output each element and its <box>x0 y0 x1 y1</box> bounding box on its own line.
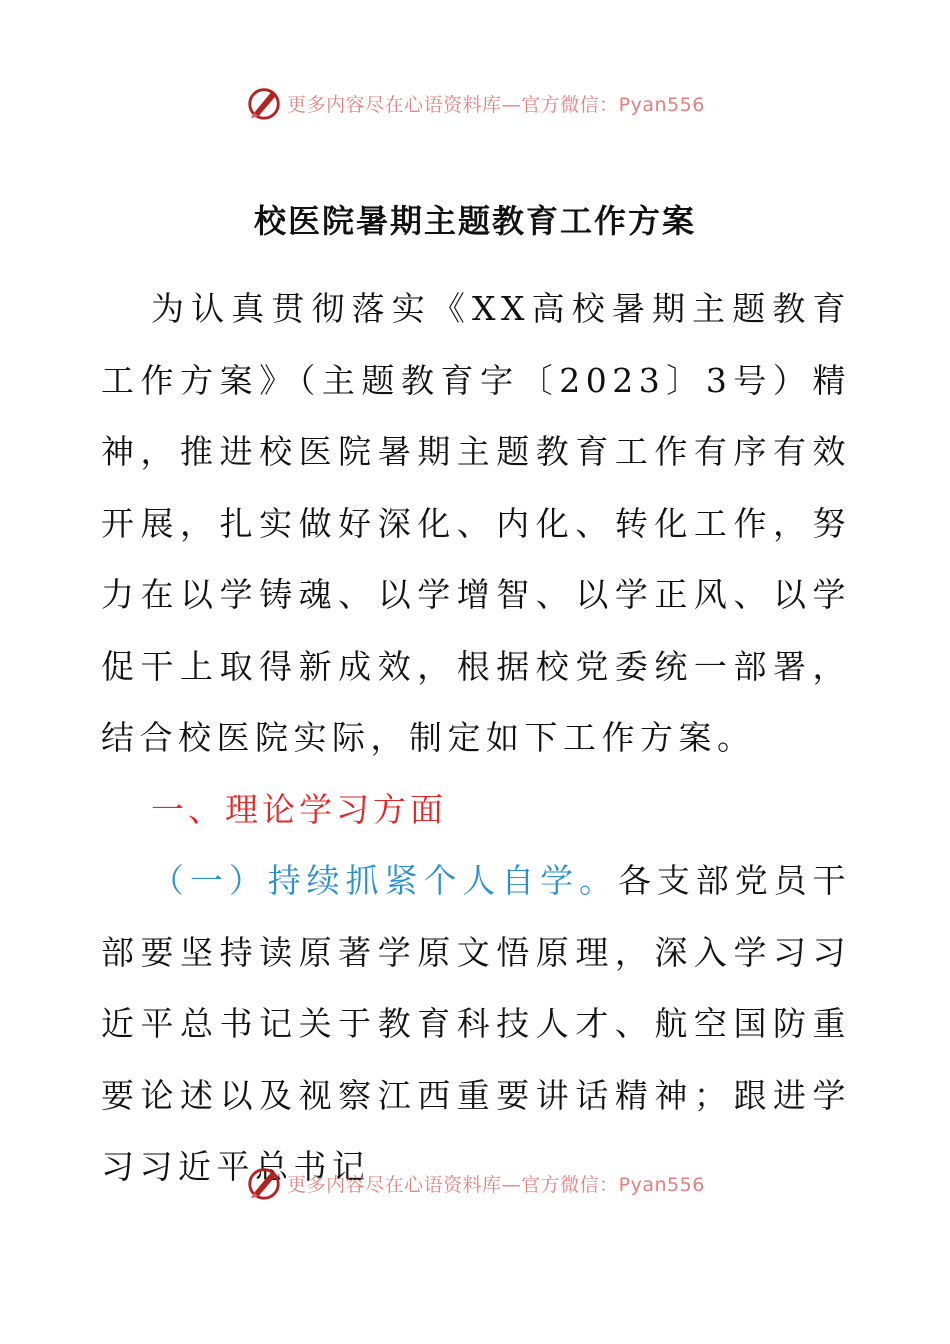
intro-paragraph: 为认真贯彻落实《XX高校暑期主题教育工作方案》（主题教育字〔2023〕3号）精神，推进校医院暑期主题教育工作有序有效开展，扎实做好深化、内化、转化工作，努力在以学铸魂、以学增智、以学正风、以学促干上取得新成效，根据校党委统一部署，结合校医院实际，制定如下工作方案。 <box>101 289 851 757</box>
subsection-paragraph <box>101 845 851 1203</box>
subsection-heading: （一）持续抓紧个人自学。 <box>151 861 618 900</box>
pen-logo-icon <box>245 84 283 122</box>
watermark-text: 更多内容尽在心语资料库—官方微信：Pyan556 <box>287 93 705 116</box>
footer-watermark <box>0 1163 950 1203</box>
pen-logo-icon <box>245 1164 283 1202</box>
document-title: 校医院暑期主题教育工作方案 <box>253 202 696 240</box>
watermark-text: 更多内容尽在心语资料库—官方微信：Pyan556 <box>287 1173 705 1196</box>
header-watermark <box>0 83 950 123</box>
section-heading-text: 一、理论学习方面 <box>151 789 447 829</box>
subsection-text: 各支部党员干部要坚持读原著学原文悟原理，深入学习习近平总书记关于教育科技人才、航空国防重要论述以及视察江西重要讲话精神；跟进学习习近平总书记 <box>101 861 852 1186</box>
section-heading <box>101 774 851 846</box>
document-body <box>101 273 851 1203</box>
